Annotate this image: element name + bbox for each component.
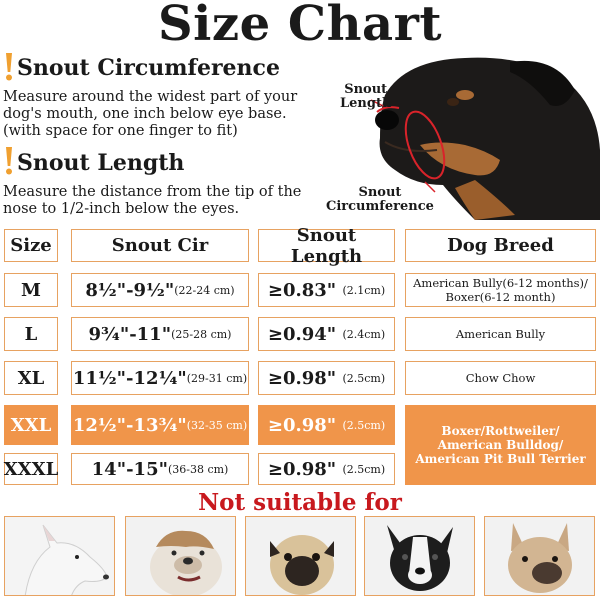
size-cell: M bbox=[4, 273, 58, 307]
snout-length-description bbox=[3, 184, 301, 218]
label-line: Length bbox=[340, 96, 392, 111]
bull-terrier-image bbox=[4, 516, 115, 596]
snout-cir-cell bbox=[71, 317, 249, 351]
description-line: (with space for one finger to fit) bbox=[3, 123, 238, 139]
snout-length-cell bbox=[258, 405, 395, 445]
len-cm: (2.5cm) bbox=[342, 462, 386, 476]
snout-length-label bbox=[340, 83, 391, 111]
label-line: Snout bbox=[344, 82, 388, 97]
snout-circumference-description bbox=[3, 89, 297, 140]
snout-circumference-label bbox=[326, 186, 434, 214]
description-line: Measure around the widest part of your bbox=[3, 89, 298, 105]
cir-cm: (29-31 cm) bbox=[186, 371, 248, 385]
label-line: Snout bbox=[358, 185, 402, 200]
breed-line: Chow Chow bbox=[465, 371, 536, 385]
breed-line: American Pit Bull Terrier bbox=[415, 452, 586, 466]
cir-inches: 12½"-13¾" bbox=[72, 414, 187, 436]
description-line: nose to 1/2-inch below the eyes. bbox=[3, 201, 240, 217]
len-cm: (2.5cm) bbox=[342, 371, 386, 385]
len-cm: (2.1cm) bbox=[342, 283, 386, 297]
snout-length-cell bbox=[258, 361, 395, 395]
size-cell: XL bbox=[4, 361, 58, 395]
snout-length-cell bbox=[258, 317, 395, 351]
size-cell: XXXL bbox=[4, 453, 58, 485]
breed-cell bbox=[405, 405, 596, 485]
pug-image bbox=[245, 516, 356, 596]
size-cell: XXL bbox=[4, 405, 58, 445]
snout-circumference-heading: Snout Circumference bbox=[17, 55, 280, 81]
cir-cm: (32-35 cm) bbox=[186, 418, 248, 432]
french-bulldog-image bbox=[484, 516, 595, 596]
len-inches: ≥0.83" bbox=[267, 279, 337, 301]
snout-cir-cell bbox=[71, 361, 249, 395]
size-cell: L bbox=[4, 317, 58, 351]
page-title: Size Chart bbox=[157, 0, 443, 52]
snout-length-cell bbox=[258, 273, 395, 307]
header-snout-cir: Snout Cir bbox=[71, 229, 249, 262]
description-line: dog's mouth, one inch below eye base. bbox=[3, 106, 287, 122]
len-inches: ≥0.98" bbox=[267, 367, 337, 389]
not-suitable-heading: Not suitable for bbox=[198, 489, 402, 516]
len-inches: ≥0.98" bbox=[267, 458, 337, 480]
label-line: Circumference bbox=[326, 199, 434, 214]
header-size: Size bbox=[4, 229, 58, 262]
cir-cm: (22-24 cm) bbox=[174, 283, 235, 297]
breed-line: American Bulldog/ bbox=[437, 438, 564, 452]
len-inches: ≥0.94" bbox=[267, 323, 337, 345]
cir-cm: (36-38 cm) bbox=[167, 462, 229, 476]
breed-line: American Bully(6-12 months)/ bbox=[413, 276, 588, 290]
breed-cell bbox=[405, 361, 596, 395]
description-line: Measure the distance from the tip of the bbox=[3, 184, 302, 200]
breed-cell bbox=[405, 317, 596, 351]
exclamation-icon bbox=[4, 52, 14, 82]
breed-line: Boxer(6-12 month) bbox=[445, 290, 556, 304]
english-bulldog-image bbox=[125, 516, 236, 596]
cir-inches: 11½"-12¼" bbox=[72, 367, 187, 389]
cir-inches: 8½"-9½" bbox=[85, 279, 175, 301]
cir-cm: (25-28 cm) bbox=[171, 327, 232, 341]
exclamation-icon bbox=[4, 146, 14, 176]
snout-length-heading: Snout Length bbox=[17, 150, 185, 176]
snout-cir-cell bbox=[71, 453, 249, 485]
boston-terrier-image bbox=[364, 516, 475, 596]
snout-cir-cell bbox=[71, 273, 249, 307]
len-inches: ≥0.98" bbox=[267, 414, 337, 436]
header-snout-length: Snout Length bbox=[258, 229, 395, 262]
len-cm: (2.4cm) bbox=[342, 327, 386, 341]
snout-length-cell bbox=[258, 453, 395, 485]
breed-line: American Bully bbox=[455, 327, 546, 341]
cir-inches: 9¾"-11" bbox=[88, 323, 172, 345]
snout-cir-cell bbox=[71, 405, 249, 445]
cir-inches: 14"-15" bbox=[91, 458, 168, 480]
breed-line: Boxer/Rottweiler/ bbox=[441, 424, 560, 438]
breed-cell bbox=[405, 273, 596, 307]
header-dog-breed: Dog Breed bbox=[405, 229, 596, 262]
len-cm: (2.5cm) bbox=[342, 418, 386, 432]
